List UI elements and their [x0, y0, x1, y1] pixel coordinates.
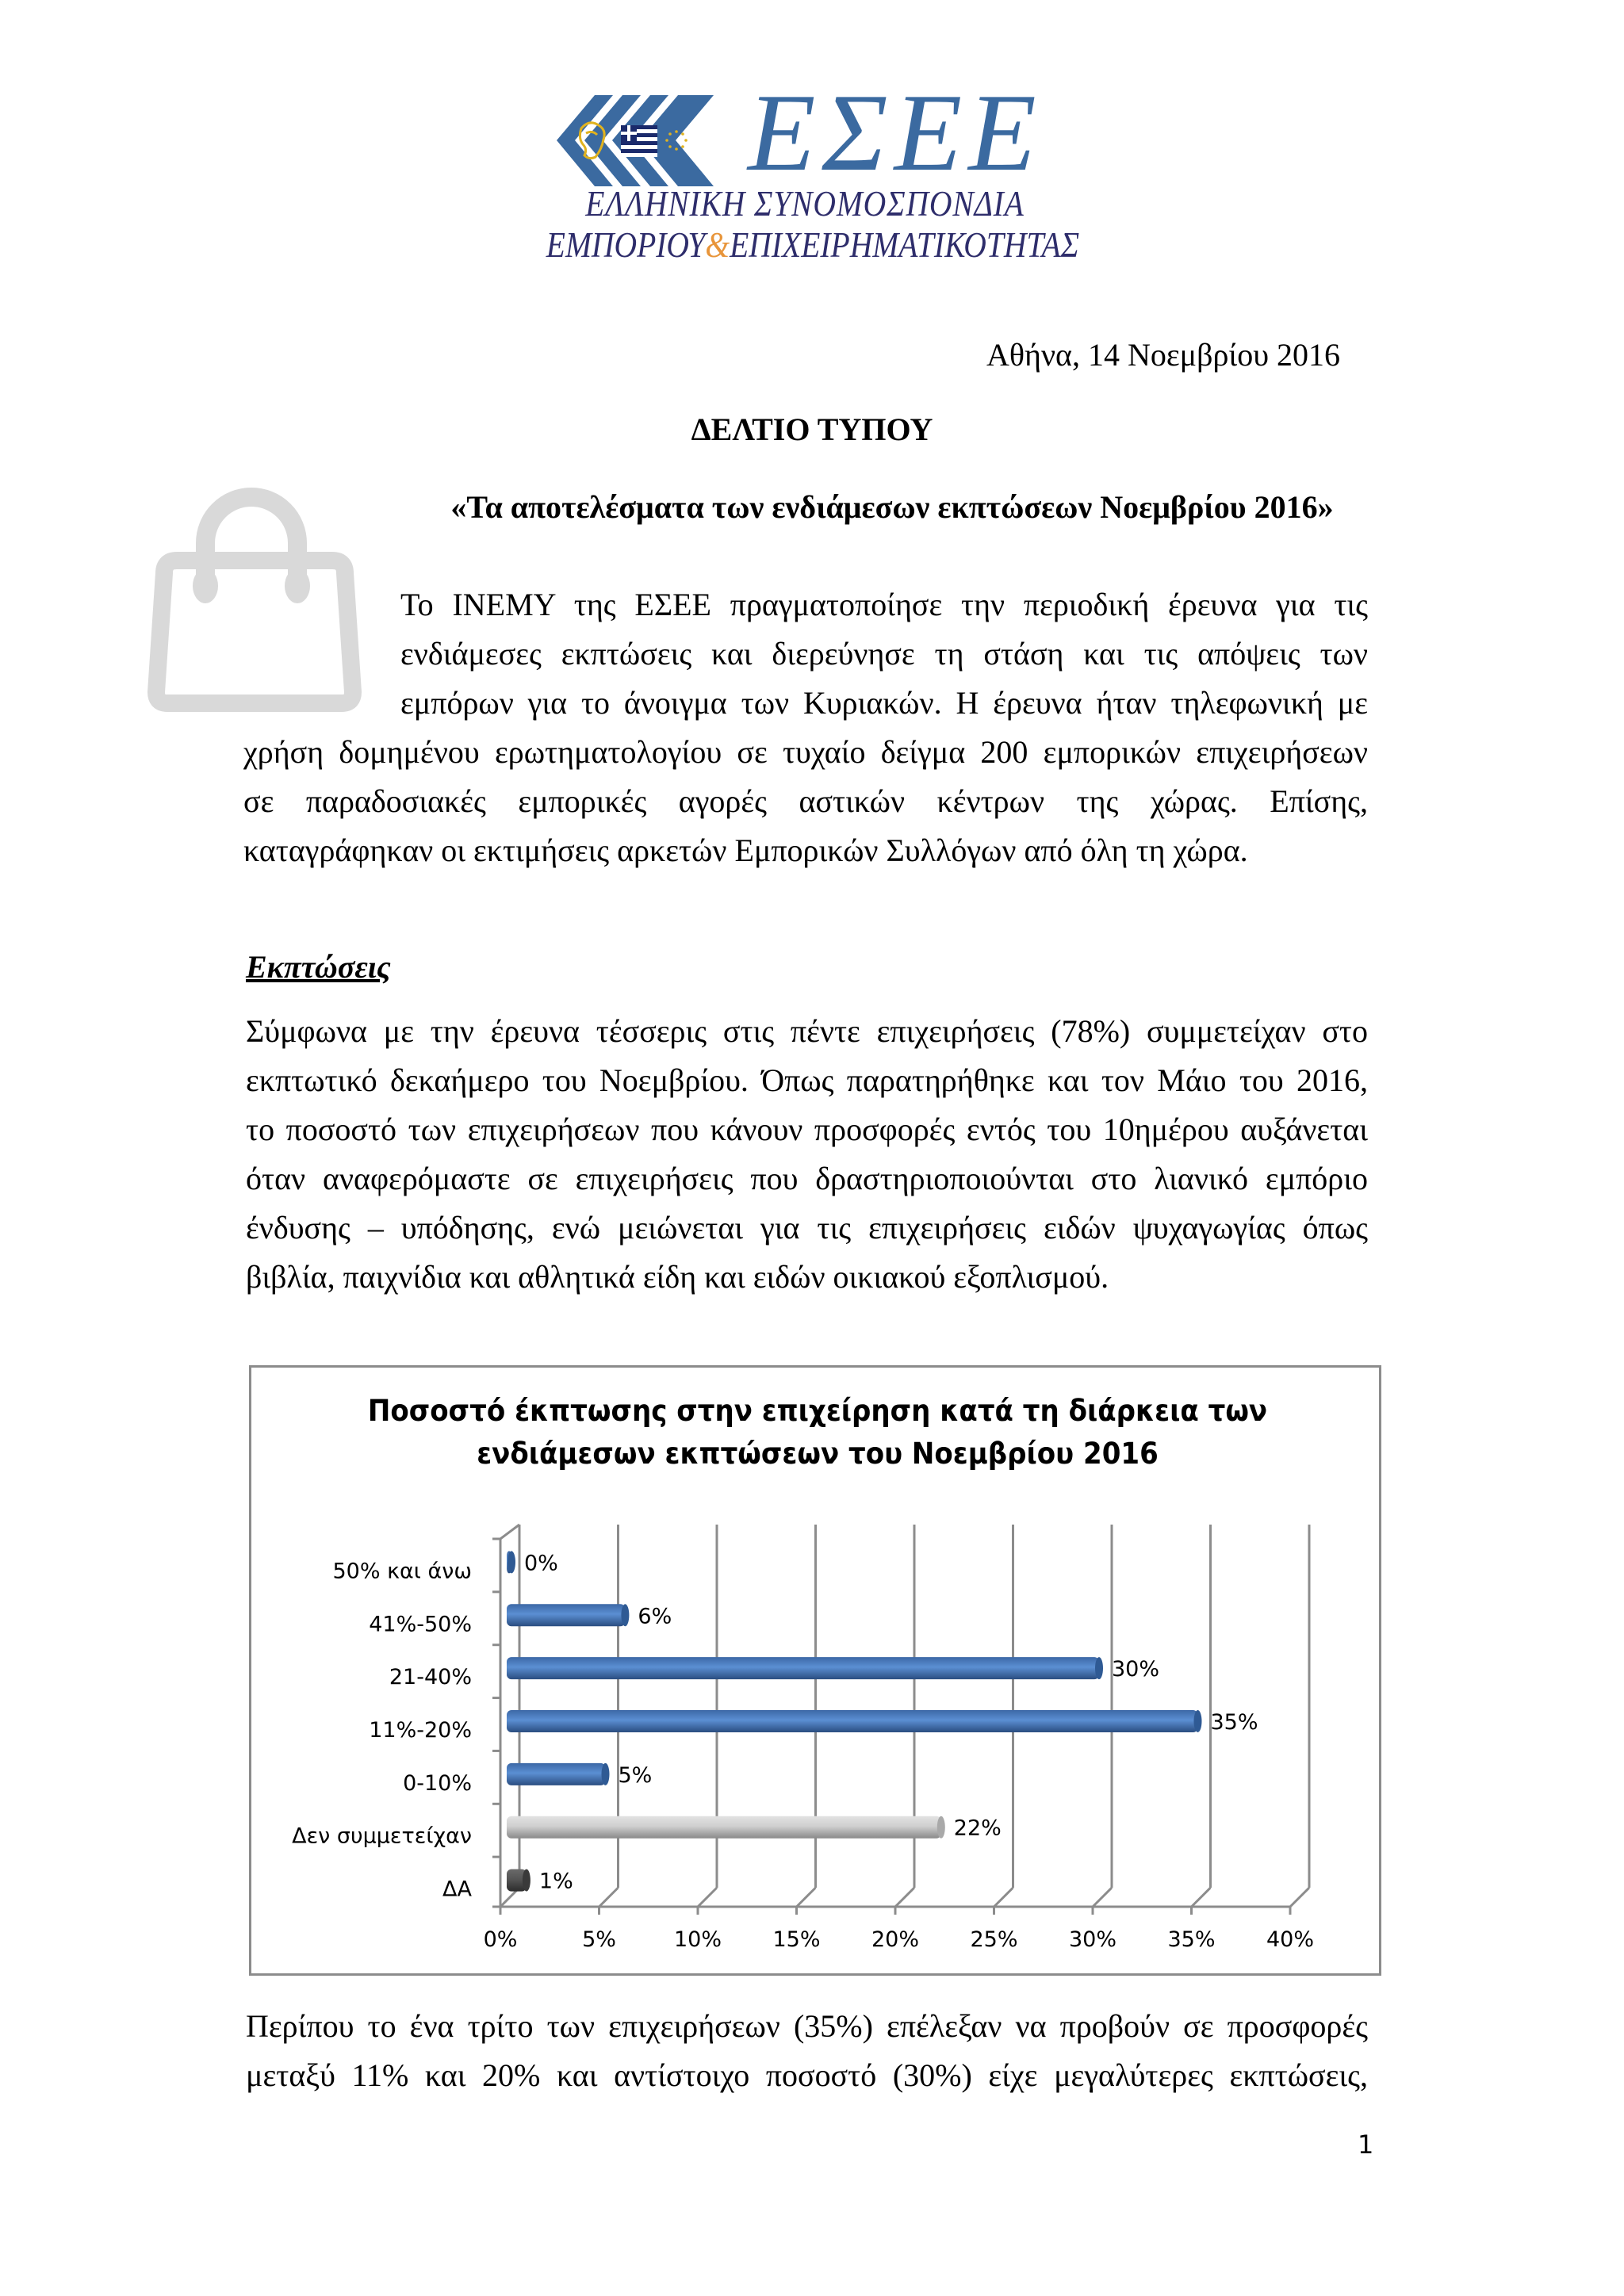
- date-line: Αθήνα, 14 Νοεμβρίου 2016: [986, 337, 1340, 373]
- discounts-line: ένδυσης – υπόδησης, ενώ μειώνεται για τις επιχειρήσεις ειδών ψυχαγωγίας όπως: [246, 1210, 1368, 1246]
- bar: [507, 1657, 1099, 1679]
- logo-line2-part1: ΕΜΠΟΡΙΟΥ: [546, 224, 706, 265]
- logo-acronym: ΕΣΕΕ: [748, 71, 1043, 194]
- logo-ampersand: &: [705, 224, 730, 265]
- closing-line: Περίπου το ένα τρίτο των επιχειρήσεων (35%) επέλεξαν να προβούν σε προσφορές: [246, 2008, 1368, 2044]
- discounts-line: Σύμφωνα με την έρευνα τέσσερις στις πέντε επιχειρήσεις (78%) συμμετείχαν στο: [246, 1013, 1368, 1049]
- value-label: 5%: [618, 1762, 653, 1788]
- category-label: Δεν συμμετείχαν: [292, 1823, 472, 1849]
- x-tick-label: 35%: [1167, 1927, 1216, 1952]
- category-label: 21-40%: [389, 1665, 472, 1690]
- category-label: 0-10%: [403, 1770, 472, 1796]
- value-label: 22%: [953, 1816, 1002, 1841]
- x-tick-label: 25%: [970, 1927, 1018, 1952]
- esee-chevron-emblem-icon: [551, 95, 718, 186]
- x-tick-label: 5%: [582, 1927, 616, 1952]
- document-type-heading: ΔΕΛΤΙΟ ΤΥΠΟΥ: [691, 411, 933, 447]
- chart-title-line: Ποσοστό έκπτωσης στην επιχείρηση κατά τη διάρκεια των: [367, 1394, 1268, 1428]
- logo-org-name-line1: ΕΛΛΗΝΙΚΗ ΣΥΝΟΜΟΣΠΟΝΔΙΑ: [585, 183, 1025, 224]
- page-number: 1: [1358, 2130, 1374, 2160]
- esee-logo: [546, 71, 1080, 267]
- value-label: 0%: [524, 1551, 558, 1576]
- category-label: ΔΑ: [442, 1877, 472, 1902]
- category-label: 50% και άνω: [332, 1559, 472, 1584]
- x-tick-label: 40%: [1266, 1927, 1315, 1952]
- intro-line: χρήση δομημένου ερωτηματολογίου σε τυχαίο δείγμα 200 εμπορικών επιχειρήσεων: [243, 734, 1368, 770]
- closing-paragraph: [246, 2002, 1368, 2100]
- value-label: 30%: [1112, 1657, 1160, 1682]
- chart-title-line: ενδιάμεσων εκπτώσεων του Νοεμβρίου 2016: [477, 1437, 1159, 1471]
- logo-org-name-line2: [506, 224, 1120, 266]
- intro-line: καταγράφηκαν οι εκτιμήσεις αρκετών Εμπορικών Συλλόγων από όλη τη χώρα.: [243, 832, 1248, 868]
- intro-line: σε παραδοσιακές εμπορικές αγορές αστικών κέντρων της χώρας. Επίσης,: [243, 783, 1368, 819]
- discounts-paragraph: [246, 1007, 1368, 1302]
- value-label: 6%: [638, 1604, 672, 1629]
- logo-line2-part2: ΕΠΙΧΕΙΡΗΜΑΤΙΚΟΤΗΤΑΣ: [730, 224, 1080, 265]
- x-tick-label: 10%: [673, 1927, 722, 1952]
- chart-plot-area: [251, 1368, 1384, 1978]
- intro-line: ενδιάμεσες εκπτώσεις και διερεύνησε τη στάση και τις απόψεις των: [400, 636, 1368, 672]
- discount-rate-chart: [249, 1365, 1381, 1976]
- category-label: 41%-50%: [369, 1612, 472, 1637]
- value-label: 35%: [1210, 1710, 1258, 1735]
- discounts-line: βιβλία, παιχνίδια και αθλητικά είδη και ειδών οικιακού εξοπλισμού.: [246, 1259, 1109, 1295]
- bar: [507, 1816, 941, 1839]
- bar: [507, 1763, 606, 1785]
- closing-line: μεταξύ 11% και 20% και αντίστοιχο ποσοστό (30%) είχε μεγαλύτερες εκπτώσεις,: [246, 2057, 1368, 2093]
- x-tick-label: 15%: [772, 1927, 821, 1952]
- section-heading-discounts: Εκπτώσεις: [246, 949, 391, 985]
- discounts-line: όταν αναφερόμαστε σε επιχειρήσεις που δραστηριοποιούνται στο λιανικό εμπόριο: [246, 1161, 1368, 1196]
- discounts-line: εκπτωτικό δεκαήμερο του Νοεμβρίου. Όπως παρατηρήθηκε και τον Μάιο του 2016,: [246, 1062, 1368, 1098]
- x-tick-label: 20%: [871, 1927, 920, 1952]
- bar: [507, 1604, 625, 1626]
- intro-paragraph: [243, 580, 1368, 875]
- press-release-title: «Τα αποτελέσματα των ενδιάμεσων εκπτώσεων Νοεμβρίου 2016»: [450, 489, 1334, 525]
- intro-line: εμπόρων για το άνοιγμα των Κυριακών. Η έρευνα ήταν τηλεφωνική με: [400, 685, 1368, 721]
- x-tick-label: 30%: [1068, 1927, 1117, 1952]
- category-label: 11%-20%: [369, 1718, 472, 1743]
- bar: [507, 1710, 1198, 1732]
- intro-line: Το ΙΝΕΜΥ της ΕΣΕΕ πραγματοποίησε την περιοδική έρευνα για τις: [400, 587, 1368, 622]
- discounts-line: το ποσοστό των επιχειρήσεων που κάνουν προσφορές εντός του 10ημέρου αυξάνεται: [246, 1112, 1368, 1147]
- value-label: 1%: [538, 1869, 573, 1894]
- x-tick-label: 0%: [483, 1927, 518, 1952]
